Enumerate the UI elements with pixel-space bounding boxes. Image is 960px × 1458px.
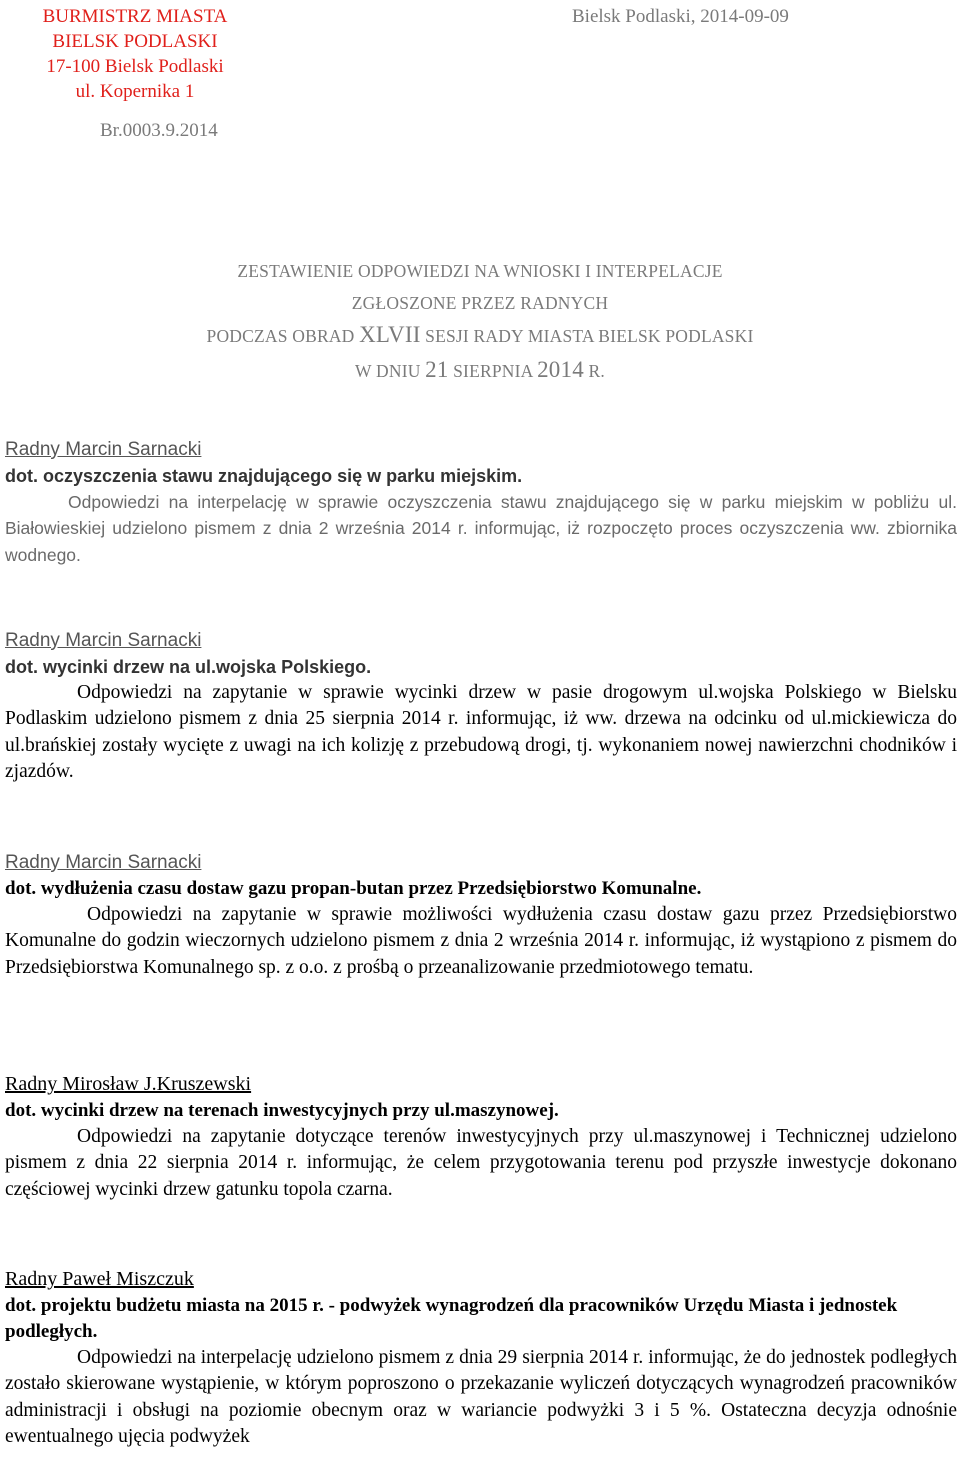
section-body: Odpowiedzi na zapytanie w sprawie możliwości wydłużenia czasu dostaw gazu przez Przedsiębiorstwo Komunalne do godzin wieczornych udzielono pismem z dnia 2 września 2014 r. informując, iż wystąpiono z pismem do Przedsiębiorstwa Komunalnego sp. z o.o. z prośbą o przeanalizowanie przedmiotowego tematu. [5,904,957,978]
sender-block [5,4,265,104]
section-subject: dot. projektu budżetu miasta na 2015 r. - podwyżek wynagrodzeń dla pracowników Urzędu Miasta i jednostek podległych. [5,1295,898,1342]
sender-line: 17-100 Bielsk Podlaski [46,56,224,77]
reference-number: Br.0003.9.2014 [100,120,218,141]
councillor-name: Radny Marcin Sarnacki [5,630,202,651]
document-title [0,255,960,388]
section-body: Odpowiedzi na zapytanie dotyczące terenów inwestycyjnych przy ul.maszynowej i Technicznej udzielono pismem z dnia 22 sierpnia 2014 r. informując, że celem przygotowania terenu pod przyszłe inwestycje dokonano częściowej wycinki drzew gatunku topola czarna. [5,1126,957,1200]
section-subject: dot. wycinki drzew na terenach inwestycyjnych przy ul.maszynowej. [5,1100,559,1121]
section-subject: dot. oczyszczenia stawu znajdującego się w parku miejskim. [5,466,523,486]
councillor-name: Radny Marcin Sarnacki [5,852,202,873]
section-subject: dot. wydłużenia czasu dostaw gazu propan-butan przez Przedsiębiorstwo Komunalne. [5,878,702,899]
section-body: Odpowiedzi na interpelację udzielono pismem z dnia 29 sierpnia 2014 r. informując, że do jednostek podległych zostało skierowane wystąpienie, w którym poproszono o przekazanie wyliczeń dotyczących wynagrodzeń pracowników administracji i obsługi na poziomie obecnym oraz w wariancie podwyżki 3 i 5 %. Ostateczna decyzja odnośnie ewentualnego ujęcia podwyżek [5,1347,957,1447]
section-1 [5,436,957,568]
section-subject: dot. wycinki drzew na ul.wojska Polskiego. [5,657,372,677]
title-line-4: W DNIU 21 SIERPNIA 2014 R. [355,357,605,382]
section-5 [5,1266,957,1450]
sender-line: BURMISTRZ MIASTA [42,6,228,27]
section-body: Odpowiedzi na interpelację w sprawie oczyszczenia stawu znajdującego się w parku miejskim w pobliżu ul. Białowieskiej udzielono pismem z dnia 2 września 2014 r. informując, iż rozpoczęto proces oczyszczenia ww. zbiornika wodnego. [5,492,957,565]
section-body: Odpowiedzi na zapytanie w sprawie wycinki drzew w pasie drogowym ul.wojska Polskiego w Bielsku Podlaskim udzielono pismem z dnia 25 sierpnia 2014 r. informując, iż ww. drzewa na odcinku od ul.mickiewicza do ul.brańskiej zostały wycięte z uwagi na ich kolizję z przebudową drogi, tj. wykonaniem nowej nawierzchni chodników i zjazdów. [5,682,957,782]
section-2 [5,627,957,785]
sender-line: ul. Kopernika 1 [75,81,195,102]
councillor-name: Radny Paweł Miszczuk [5,1268,194,1290]
councillor-name: Radny Mirosław J.Kruszewski [5,1073,252,1095]
title-line-2: ZGŁOSZONE PRZEZ RADNYCH [351,293,609,313]
section-3 [5,849,957,981]
place-date: Bielsk Podlaski, 2014-09-09 [572,6,789,27]
sender-line: BIELSK PODLASKI [52,31,218,52]
title-line-1: ZESTAWIENIE ODPOWIEDZI NA WNIOSKI I INTERPELACJE [237,261,723,281]
section-4 [5,1071,957,1203]
title-line-3: PODCZAS OBRAD XLVII SESJI RADY MIASTA BIELSK PODLASKI [206,322,754,347]
councillor-name: Radny Marcin Sarnacki [5,439,202,460]
